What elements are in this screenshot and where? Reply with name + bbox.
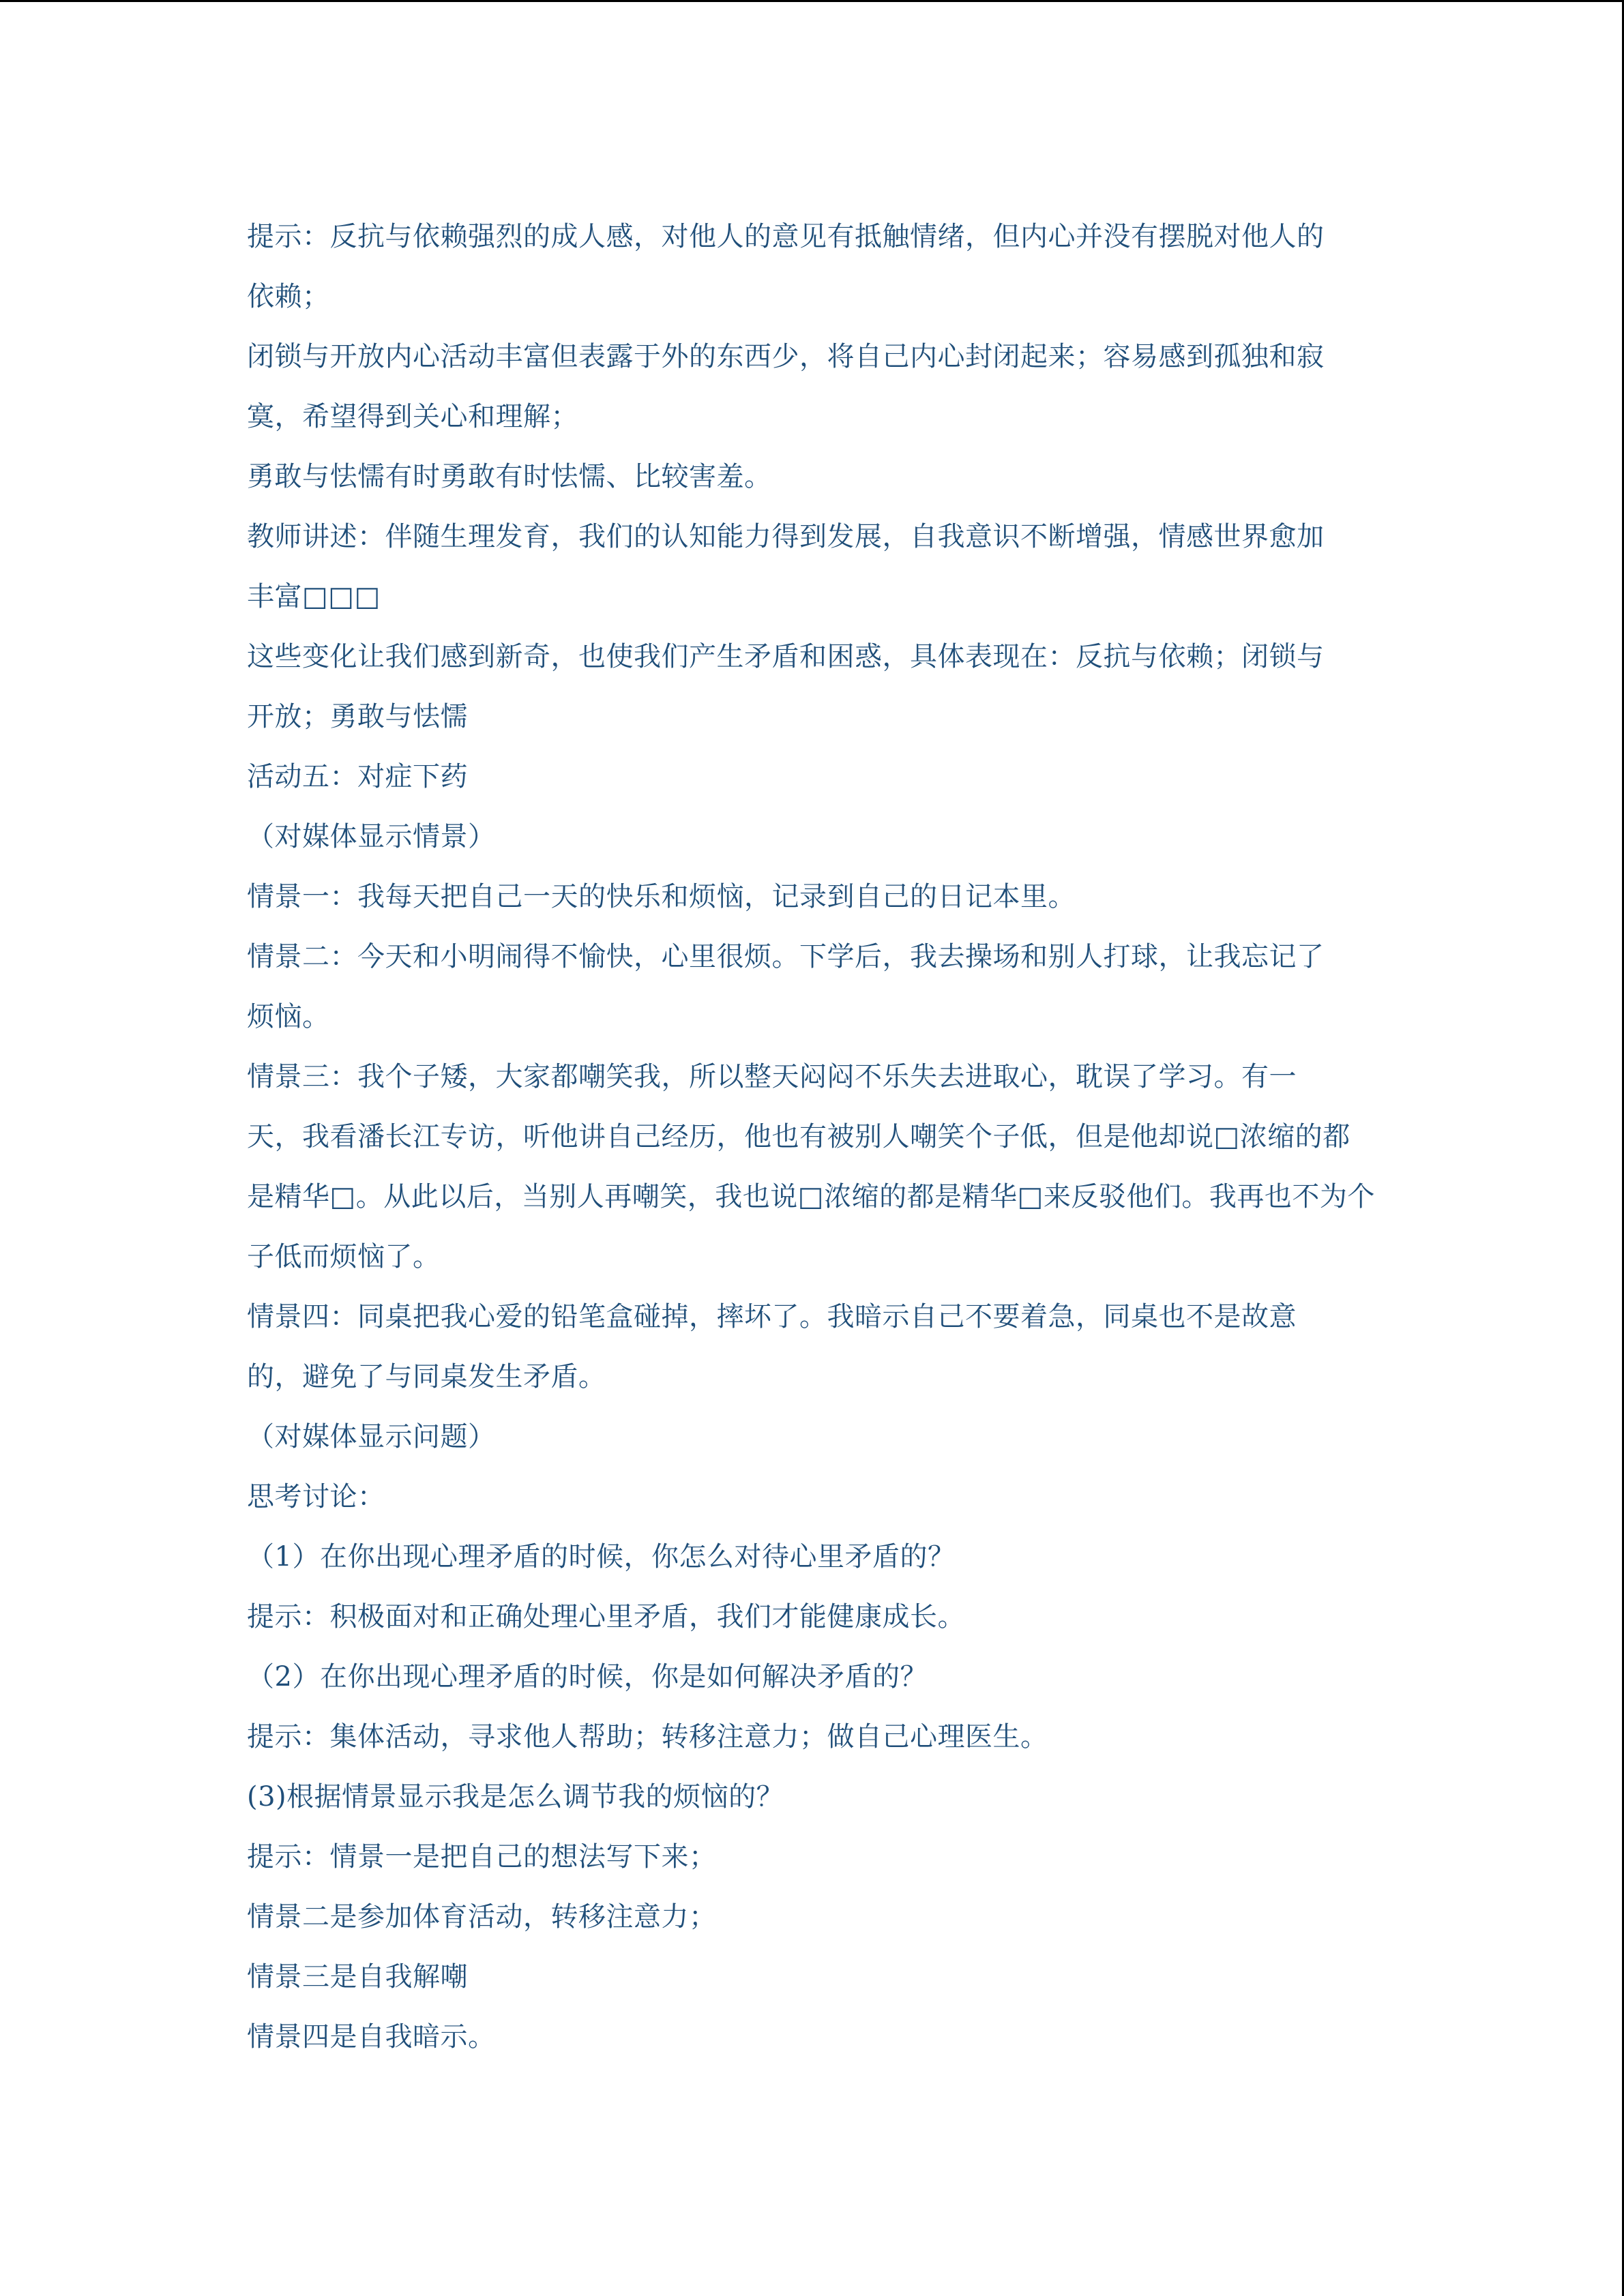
text-line: 情景四：同桌把我心爱的铅笔盒碰掉，摔坏了。我暗示自己不要着急，同桌也不是故意 [247, 1301, 1297, 1332]
text-line: 的，避免了与同桌发生矛盾。 [247, 1361, 606, 1392]
text-line: 烦恼。 [247, 1001, 330, 1032]
document-body [247, 207, 1379, 2067]
text-line: 丰富□□□ [247, 581, 381, 612]
text-line: 思考讨论： [247, 1481, 385, 1512]
text-line: （对媒体显示问题） [247, 1421, 496, 1452]
text-line: 子低而烦恼了。 [247, 1241, 441, 1272]
text-line: 情景四是自我暗示。 [247, 2021, 496, 2053]
text-line: 情景三：我个子矮，大家都嘲笑我，所以整天闷闷不乐失去进取心，耽误了学习。有一 [247, 1061, 1297, 1092]
text-line: 教师讲述：伴随生理发育，我们的认知能力得到发展，自我意识不断增强，情感世界愈加 [247, 521, 1325, 552]
text-line: （1）在你出现心理矛盾的时候，你怎么对待心里矛盾的？ [247, 1541, 956, 1572]
text-line: 提示：积极面对和正确处理心里矛盾，我们才能健康成长。 [247, 1601, 965, 1632]
text-line: 提示：集体活动，寻求他人帮助；转移注意力；做自己心理医生。 [247, 1721, 1048, 1753]
text-line: 是精华□。从此以后，当别人再嘲笑，我也说□浓缩的都是精华□来反驳他们。我再也不为个 [247, 1181, 1375, 1212]
text-line: 开放；勇敢与怯懦 [247, 701, 468, 732]
text-line: 情景一：我每天把自己一天的快乐和烦恼，记录到自己的日记本里。 [247, 881, 1076, 912]
text-line: 情景三是自我解嘲 [247, 1961, 468, 1993]
text-line: （对媒体显示情景） [247, 821, 496, 852]
text-line: 勇敢与怯懦有时勇敢有时怯懦、比较害羞。 [247, 461, 772, 492]
text-line: 情景二：今天和小明闹得不愉快，心里很烦。下学后，我去操场和别人打球，让我忘记了 [247, 941, 1325, 972]
text-line: 寞，希望得到关心和理解； [247, 401, 578, 432]
section-heading: 活动五：对症下药 [247, 761, 468, 792]
text-line: 提示：反抗与依赖强烈的成人感，对他人的意见有抵触情绪，但内心并没有摆脱对他人的 [247, 221, 1325, 252]
text-line: 闭锁与开放内心活动丰富但表露于外的东西少，将自己内心封闭起来；容易感到孤独和寂 [247, 341, 1325, 372]
text-line: (3)根据情景显示我是怎么调节我的烦恼的？ [247, 1781, 784, 1813]
text-line: 这些变化让我们感到新奇，也使我们产生矛盾和困惑，具体表现在：反抗与依赖；闭锁与 [247, 641, 1325, 672]
text-line: 情景二是参加体育活动，转移注意力； [247, 1901, 717, 1933]
text-line: 天，我看潘长江专访，听他讲自己经历，他也有被别人嘲笑个子低，但是他却说□浓缩的都 [247, 1121, 1350, 1152]
text-line: 提示：情景一是把自己的想法写下来； [247, 1841, 717, 1873]
text-line: 依赖； [247, 281, 330, 312]
text-line: （2）在你出现心理矛盾的时候，你是如何解决矛盾的？ [247, 1661, 928, 1693]
